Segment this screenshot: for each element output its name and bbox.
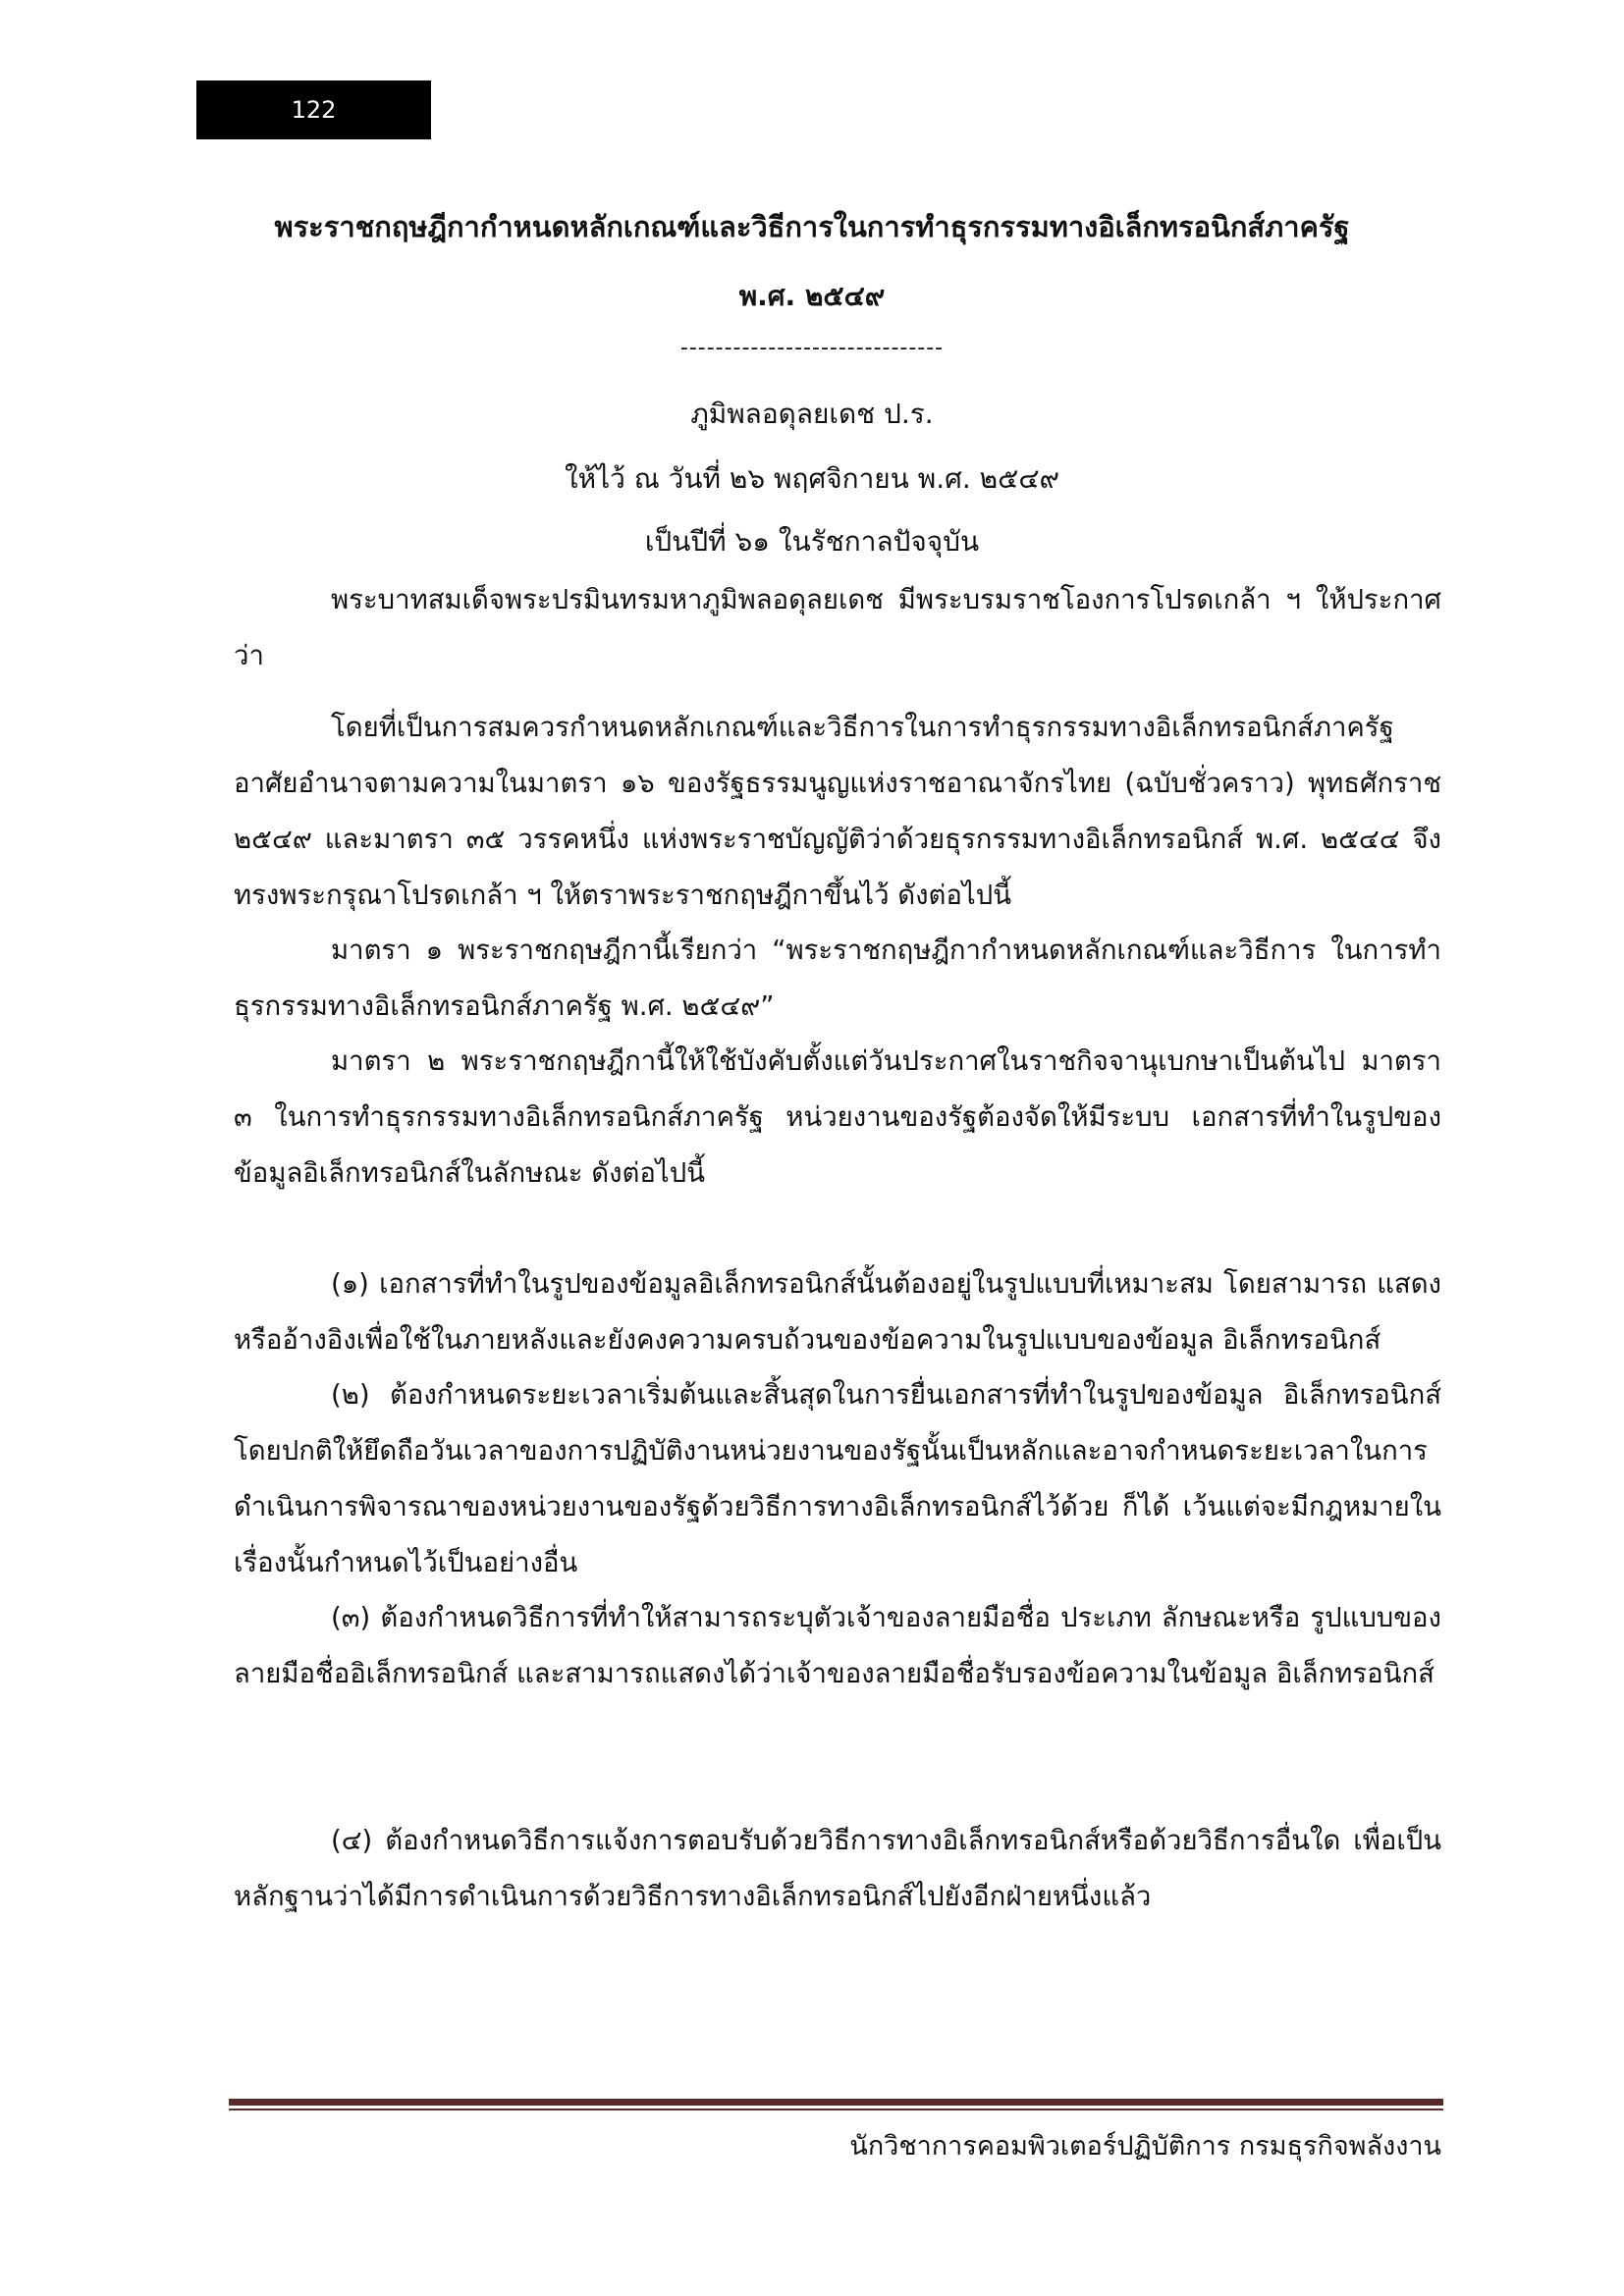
paragraph-section-1 <box>234 923 1441 1035</box>
footer-text: นักวิชาการคอมพิวเตอร์ปฏิบัติการ กรมธุรกิจพลังงาน <box>849 2131 1441 2162</box>
paragraph-section-2-3 <box>234 1034 1441 1201</box>
footer-rule <box>229 2099 1443 2106</box>
decree-title: พระราชกฤษฎีกากำหนดหลักเกณฑ์และวิธีการในการทำธุรกรรมทางอิเล็กทรอนิกส์ภาครัฐ <box>274 210 1350 243</box>
page-number: 122 <box>291 96 337 124</box>
paragraph: มาตรา ๑ พระราชกฤษฎีกานี้เรียกว่า “พระราชกฤษฎีกากำหนดหลักเกณฑ์และวิธีการ ในการทำธุรกรรมทางอิเล็กทรอนิกส์ภาครัฐ พ.ศ. ๒๕๔๙” <box>234 934 1441 1022</box>
king-signature: ภูมิพลอดุลยเดช ป.ร. <box>690 398 934 430</box>
paragraph-preamble <box>234 700 1441 924</box>
paragraph-item-3 <box>234 1590 1441 1702</box>
paragraph: มาตรา ๒ พระราชกฤษฎีกานี้ให้ใช้บังคับตั้งแต่วันประกาศในราชกิจจานุเบกษาเป็นต้นไป มาตรา ๓ ในการทำธุรกรรมทางอิเล็กทรอนิกส์ภาครัฐ หน่วยงานของรัฐต้องจัดให้มีระบบ เอกสารที่ทำในรูปของข้อมูลอิเล็กทรอนิกส์ในลักษณะ ดังต่อไปนี้ <box>234 1045 1441 1189</box>
reign-year: เป็นปีที่ ๖๑ ในรัชกาลปัจจุบัน <box>644 525 980 558</box>
paragraph: พระบาทสมเด็จพระปรมินทรมหาภูมิพลอดุลยเดช มีพระบรมราชโองการโปรดเกล้า ฯ ให้ประกาศว่า <box>234 584 1441 671</box>
given-date: ให้ไว้ ณ วันที่ ๒๖ พฤศจิกายน พ.ศ. ๒๕๔๙ <box>564 462 1060 495</box>
page-number-box <box>196 80 431 139</box>
paragraph: (๑) เอกสารที่ทำในรูปของข้อมูลอิเล็กทรอนิกส์นั้นต้องอยู่ในรูปแบบที่เหมาะสม โดยสามารถ แสดงหรืออ้างอิงเพื่อใช้ในภายหลังและยังคงความครบถ้วนของข้อความในรูปแบบของข้อมูล อิเล็กทรอนิกส์ <box>234 1268 1441 1356</box>
paragraph-item-2 <box>234 1367 1441 1591</box>
paragraph: โดยที่เป็นการสมควรกำหนดหลักเกณฑ์และวิธีการในการทำธุรกรรมทางอิเล็กทรอนิกส์ภาครัฐ อาศัยอำนาจตามความในมาตรา ๑๖ ของรัฐธรรมนูญแห่งราชอาณาจักรไทย (ฉบับชั่วคราว) พุทธศักราช ๒๕๔๙ และมาตรา ๓๕ วรรคหนึ่ง แห่งพระราชบัญญัติว่าด้วยธุรกรรมทางอิเล็กทรอนิกส์ พ.ศ. ๒๕๔๔ จึงทรงพระกรุณาโปรดเกล้า ฯ ให้ตราพระราชกฤษฎีกาขึ้นไว้ ดังต่อไปนี้ <box>234 712 1441 911</box>
paragraph-item-4 <box>234 1813 1441 1925</box>
footer-rule-thin <box>229 2109 1443 2110</box>
paragraph-item-1 <box>234 1256 1441 1368</box>
title-separator: ------------------------------ <box>679 336 945 360</box>
paragraph: (๓) ต้องกำหนดวิธีการที่ทำให้สามารถระบุตัวเจ้าของลายมือชื่อ ประเภท ลักษณะหรือ รูปแบบของลายมือชื่ออิเล็กทรอนิกส์ และสามารถแสดงได้ว่าเจ้าของลายมือชื่อรับรองข้อความในข้อมูล อิเล็กทรอนิกส์ <box>234 1602 1441 1689</box>
paragraph-proclamation <box>234 572 1441 684</box>
decree-year: พ.ศ. ๒๕๔๙ <box>738 280 886 312</box>
paragraph: (๒) ต้องกำหนดระยะเวลาเริ่มต้นและสิ้นสุดในการยื่นเอกสารที่ทำในรูปของข้อมูล อิเล็กทรอนิกส์ โดยปกติให้ยึดถือวันเวลาของการปฏิบัติงานหน่วยงานของรัฐนั้นเป็นหลักและอาจกำหนดระยะเวลาในการดำเนินการพิจารณาของหน่วยงานของรัฐด้วยวิธีการทางอิเล็กทรอนิกส์ไว้ด้วย ก็ได้ เว้นแต่จะมีกฎหมายในเรื่องนั้นกำหนดไว้เป็นอย่างอื่น <box>234 1379 1441 1578</box>
paragraph: (๔) ต้องกำหนดวิธีการแจ้งการตอบรับด้วยวิธีการทางอิเล็กทรอนิกส์หรือด้วยวิธีการอื่นใด เพื่อเป็นหลักฐานว่าได้มีการดำเนินการด้วยวิธีการทางอิเล็กทรอนิกส์ไปยังอีกฝ่ายหนึ่งแล้ว <box>234 1825 1441 1912</box>
